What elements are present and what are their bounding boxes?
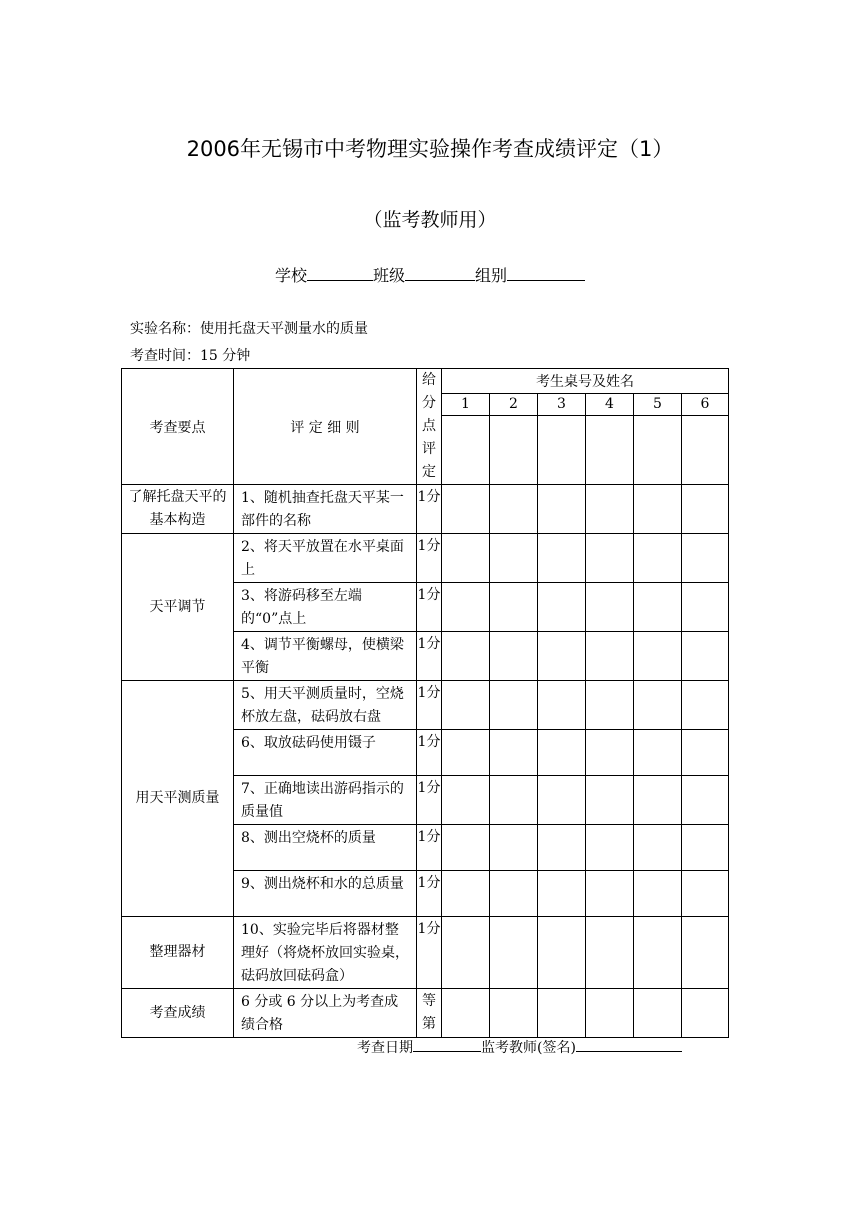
detail-cell: 6 分或 6 分以上为考查成绩合格 (234, 989, 417, 1038)
grade-entry-cell[interactable] (586, 485, 634, 534)
footer-line (357, 1033, 682, 1057)
detail-cell: 7、正确地读出游码指示的质量值 (234, 776, 417, 825)
detail-cell: 1、随机抽查托盘天平某一部件的名称 (234, 485, 417, 534)
group-field[interactable] (507, 262, 585, 281)
grade-entry-cell[interactable] (538, 583, 586, 632)
grade-entry-cell[interactable] (634, 485, 682, 534)
grade-entry-cell[interactable] (634, 681, 682, 730)
grade-entry-cell[interactable] (682, 871, 729, 917)
student-name-cell[interactable] (442, 416, 490, 485)
grade-entry-cell[interactable] (634, 825, 682, 871)
grade-entry-cell[interactable] (586, 583, 634, 632)
table-row (122, 989, 729, 1038)
grade-entry-cell[interactable] (682, 534, 729, 583)
grade-entry-cell[interactable] (586, 989, 634, 1038)
grade-entry-cell[interactable] (682, 825, 729, 871)
detail-cell: 6、取放砝码使用镊子 (234, 730, 417, 776)
detail-cell: 8、测出空烧杯的质量 (234, 825, 417, 871)
point-cell: 天平调节 (122, 534, 234, 681)
grade-entry-cell[interactable] (442, 825, 490, 871)
grade-entry-cell[interactable] (634, 776, 682, 825)
grade-entry-cell[interactable] (490, 917, 538, 989)
grade-entry-cell[interactable] (442, 871, 490, 917)
grade-entry-cell[interactable] (586, 871, 634, 917)
score-cell: 1分 (417, 632, 442, 681)
date-label: 考查日期 (357, 1040, 413, 1056)
experiment-name: 实验名称：使用托盘天平测量水的质量 (130, 321, 368, 337)
grade-entry-cell[interactable] (538, 776, 586, 825)
grade-entry-cell[interactable] (586, 730, 634, 776)
grade-entry-cell[interactable] (442, 917, 490, 989)
grade-entry-cell[interactable] (634, 534, 682, 583)
grade-entry-cell[interactable] (442, 534, 490, 583)
grade-entry-cell[interactable] (490, 730, 538, 776)
group-label: 组别 (475, 266, 508, 285)
page-title: 2006年无锡市中考物理实验操作考查成绩评定（1） (186, 137, 674, 161)
point-cell: 用天平测质量 (122, 681, 234, 917)
grade-entry-cell[interactable] (682, 917, 729, 989)
student-name-cell[interactable] (490, 416, 538, 485)
grade-entry-cell[interactable] (490, 871, 538, 917)
grade-entry-cell[interactable] (538, 681, 586, 730)
grade-entry-cell[interactable] (490, 632, 538, 681)
detail-cell: 2、将天平放置在水平桌面上 (234, 534, 417, 583)
grade-entry-cell[interactable] (490, 534, 538, 583)
grade-entry-cell[interactable] (442, 730, 490, 776)
grade-entry-cell[interactable] (490, 485, 538, 534)
header-score: 给 分 点 评 定 (417, 369, 442, 485)
grade-entry-cell[interactable] (538, 825, 586, 871)
grade-entry-cell[interactable] (682, 632, 729, 681)
header-students: 考生桌号及姓名 (442, 369, 729, 394)
grade-entry-cell[interactable] (634, 989, 682, 1038)
student-name-cell[interactable] (586, 416, 634, 485)
student-name-cell[interactable] (538, 416, 586, 485)
score-cell: 1分 (417, 681, 442, 730)
grade-entry-cell[interactable] (442, 583, 490, 632)
grade-entry-cell[interactable] (538, 871, 586, 917)
grade-entry-cell[interactable] (586, 776, 634, 825)
grade-entry-cell[interactable] (682, 776, 729, 825)
scoring-table (121, 368, 729, 1038)
grade-entry-cell[interactable] (634, 871, 682, 917)
grade-entry-cell[interactable] (538, 989, 586, 1038)
grade-entry-cell[interactable] (586, 534, 634, 583)
score-cell: 1分 (417, 825, 442, 871)
class-label: 班级 (372, 266, 405, 285)
grade-entry-cell[interactable] (634, 632, 682, 681)
grade-entry-cell[interactable] (586, 632, 634, 681)
score-cell: 1分 (417, 776, 442, 825)
grade-entry-cell[interactable] (538, 534, 586, 583)
grade-entry-cell[interactable] (682, 583, 729, 632)
grade-entry-cell[interactable] (442, 681, 490, 730)
detail-cell: 5、用天平测质量时，空烧杯放左盘，砝码放右盘 (234, 681, 417, 730)
student-number: 5 (634, 393, 682, 416)
grade-entry-cell[interactable] (586, 917, 634, 989)
header-detail: 评 定 细 则 (234, 369, 417, 485)
point-cell: 整理器材 (122, 917, 234, 989)
grade-entry-cell[interactable] (538, 917, 586, 989)
grade-entry-cell[interactable] (682, 730, 729, 776)
student-number: 2 (490, 393, 538, 416)
score-cell: 1分 (417, 583, 442, 632)
point-cell: 考查成绩 (122, 989, 234, 1038)
table-row (122, 485, 729, 534)
grade-entry-cell[interactable] (682, 485, 729, 534)
grade-entry-cell[interactable] (586, 825, 634, 871)
grade-entry-cell[interactable] (442, 485, 490, 534)
score-cell: 等第 (417, 989, 442, 1038)
student-number: 4 (586, 393, 634, 416)
header-point: 考查要点 (122, 369, 234, 485)
school-class-group-line (0, 262, 860, 286)
score-cell: 1分 (417, 485, 442, 534)
grade-entry-cell[interactable] (442, 632, 490, 681)
point-cell: 了解托盘天平的基本构造 (122, 485, 234, 534)
grade-entry-cell[interactable] (634, 917, 682, 989)
exam-time: 考查时间：15 分钟 (130, 348, 251, 364)
class-field[interactable] (405, 262, 475, 281)
grade-entry-cell[interactable] (490, 989, 538, 1038)
grade-entry-cell[interactable] (538, 485, 586, 534)
table-row (122, 534, 729, 583)
student-name-cell[interactable] (634, 416, 682, 485)
school-label: 学校 (274, 266, 307, 285)
grade-entry-cell[interactable] (490, 776, 538, 825)
score-cell: 1分 (417, 917, 442, 989)
detail-cell: 4、调节平衡螺母，使横梁平衡 (234, 632, 417, 681)
student-number: 3 (538, 393, 586, 416)
school-field[interactable] (307, 262, 373, 281)
grade-entry-cell[interactable] (442, 776, 490, 825)
table-row (122, 917, 729, 989)
student-name-cell[interactable] (682, 416, 729, 485)
student-number: 6 (682, 393, 729, 416)
score-cell: 1分 (417, 730, 442, 776)
grade-entry-cell[interactable] (634, 583, 682, 632)
teacher-signature-field[interactable] (576, 1033, 682, 1052)
table-row (122, 681, 729, 730)
grade-entry-cell[interactable] (682, 681, 729, 730)
grade-entry-cell[interactable] (634, 730, 682, 776)
detail-cell: 3、将游码移至左端的“0”点上 (234, 583, 417, 632)
score-cell: 1分 (417, 534, 442, 583)
grade-entry-cell[interactable] (490, 681, 538, 730)
grade-entry-cell[interactable] (682, 989, 729, 1038)
student-number: 1 (442, 393, 490, 416)
page-subtitle: （监考教师用） (363, 209, 497, 231)
grade-entry-cell[interactable] (442, 989, 490, 1038)
grade-entry-cell[interactable] (490, 583, 538, 632)
teacher-label: 监考教师(签名) (481, 1040, 576, 1056)
grade-entry-cell[interactable] (586, 681, 634, 730)
grade-entry-cell[interactable] (538, 730, 586, 776)
score-cell: 1分 (417, 871, 442, 917)
grade-entry-cell[interactable] (538, 632, 586, 681)
grade-entry-cell[interactable] (490, 825, 538, 871)
date-field[interactable] (413, 1033, 481, 1052)
detail-cell: 10、实验完毕后将器材整理好（将烧杯放回实验桌，砝码放回砝码盒） (234, 917, 417, 989)
detail-cell: 9、测出烧杯和水的总质量 (234, 871, 417, 917)
